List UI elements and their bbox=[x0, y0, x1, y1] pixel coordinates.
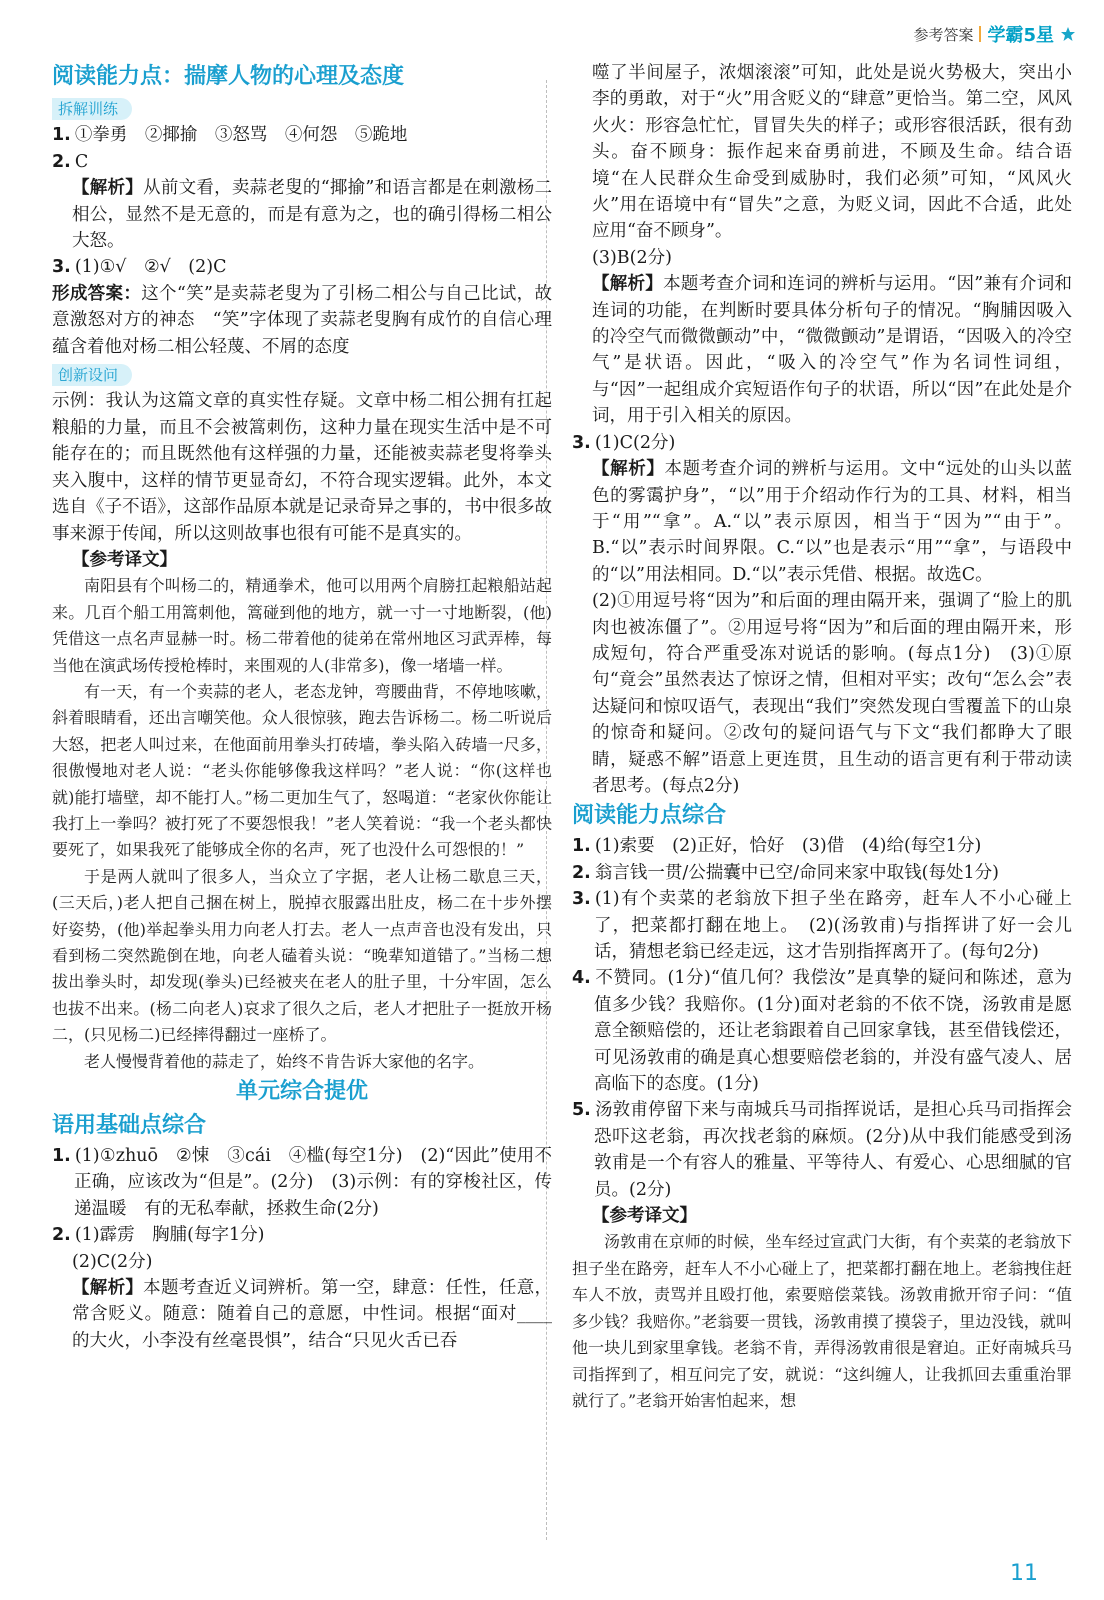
reading-answer-4: 4. 不赞同。(1分)“值几何？我偿汝”是真挚的疑问和陈述，意为值多少钱？我赔你。(1分)面对老翁的不依不饶，汤敦甫是愿意全额赔偿的，还让老翁跟着自己回家拿钱，甚至借钱偿还，可见汤敦甫的确是真心想要赔偿老翁的，并没有盛气凌人、居高临下的态度。(1分) bbox=[572, 968, 1072, 1095]
basics-answer-3-explanation: 【解析】本题考查介词的辨析与运用。文中“远处的山头以蓝色的雾霭护身”，“以”用于介绍动作行为的工具、材料，相当于“用”“拿”。A.“以”表示原因，相当于“因为”“由于”。B.“以”表示时间界限。C.“以”也是表示“用”“拿”，与语段中的“以”用法相同。D.“以”表示凭借、根据。故选C。 bbox=[592, 459, 1072, 585]
basics-answer-2-part3-explanation: 【解析】本题考查介词和连词的辨析与运用。“因”兼有介词和连词的功能，在判断时要具体分析句子的情况。“胸脯因吸入的冷空气而微微颤动”中，“微微颤动”是谓语，“因吸入的冷空气”是状语。因此，“吸入的冷空气”作为名词性词组，与“因”一起组成介宾短语作句子的状语，所以“因”在此处是介词，用于引入相关的原因。 bbox=[592, 274, 1072, 427]
translation-paragraph: 南阳县有个叫杨二的，精通拳术，他可以用两个肩膀扛起粮船站起来。几百个船工用篙刺他，篙碰到他的地方，就一寸一寸地断裂，(他)凭借这一点名声显赫一时。杨二带着他的徒弟在常州地区习武弄棒，每当他在演武场传授枪棒时，来围观的人(非常多)，像一堵墙一样。 bbox=[52, 576, 552, 675]
basics-answer-2-part3: (3)B(2分) bbox=[592, 247, 672, 268]
tag-chuangxin: 创新设问 bbox=[52, 364, 132, 386]
basics-answer-2-explanation: 【解析】本题考查近义词辨析。第一空，肆意：任性，任意，常含贬义。随意：随着自己的意愿，中性词。根据“面对____的大火，小李没有丝毫畏惧”，结合“只见火舌已吞 bbox=[72, 1278, 553, 1351]
left-column bbox=[52, 60, 570, 1560]
translation-paragraph: 汤敦甫在京师的时候，坐车经过宣武门大街，有个卖菜的老翁放下担子坐在路旁，赶车人不小心碰上了，把菜都打翻在地上。老翁拽住赶车人不放，责骂并且殴打他，索要赔偿菜钱。汤敦甫掀开帘子问：“值多少钱？我赔你。”老翁要一贯钱，汤敦甫摸了摸袋子，里边没钱，就叫他一块儿到家里拿钱。老翁不肯，弄得汤敦甫很是窘迫。正好南城兵马司指挥到了，相互问完了安，就说：“这纠缠人，让我抓回去重重治罪就行了。”老翁开始害怕起来，想 bbox=[572, 1232, 1072, 1410]
star-icon bbox=[1060, 26, 1076, 42]
translation-paragraph: 老人慢慢背着他的蒜走了，始终不肯告诉大家他的名字。 bbox=[84, 1051, 485, 1071]
translation-label: 【参考译文】 bbox=[72, 549, 177, 570]
tag-chaijie: 拆解训练 bbox=[52, 98, 132, 120]
basics-answer-3-more: (2)①用逗号将“因为”和后面的理由隔开来，强调了“脸上的肌肉也被冻僵了”。②用逗号将“因为”和后面的理由隔开来，形成短句，符合严重受冻对说话的影响。(每点1分) (3)①原句“竟会”虽然表达了惊讶之情，但相对平实；改句“怎么会”表达疑问和惊叹语气，表现出“我们”突然发现白雪覆盖下的山泉的惊奇和疑问。②改句的疑问语气与下文“我们都睁大了眼睛，疑惑不解”语意上更连贯，且生动的语言更有利于带动读者思考。(每点2分) bbox=[592, 591, 1072, 796]
header-brand: 学霸5星 bbox=[987, 25, 1054, 46]
reading-answer-5: 5. 汤敦甫停留下来与南城兵马司指挥说话，是担心兵马司指挥会恐吓这老翁，再次找老翁的麻烦。(2分)从中我们能感受到汤敦甫是一个有容人的雅量、平等待人、有爱心、心思细腻的官员。(2分) bbox=[572, 1100, 1072, 1200]
reading-answer-1: 1. (1)索要 (2)正好，恰好 (3)借 (4)给(每空1分) bbox=[572, 836, 982, 857]
explanation-continued: 噬了半间屋子，浓烟滚滚”可知，此处是说火势极大，突出小李的勇敢，对于“火”用含贬义的“肆意”更恰当。第二空，风风火火：形容急忙忙，冒冒失失的样子；或形容很活跃，很有劲头。奋不顾身：振作起来奋勇前进，不顾及生命。结合语境“在人民群众生命受到威胁时，我们必须”可知，“风风火火”用在语境中有“冒失”之意，为贬义词，因此不合适，此处应用“奋不顾身”。 bbox=[592, 63, 1072, 242]
answer-2: 2. C bbox=[52, 151, 89, 172]
translation-label: 【参考译文】 bbox=[592, 1206, 697, 1227]
basics-answer-3: 3. (1)C(2分) bbox=[572, 432, 676, 453]
answer-3: 3. (1)①√ ②√ (2)C bbox=[52, 257, 227, 278]
answer-2-explanation: 【解析】从前文看，卖蒜老叟的“揶揄”和语言都是在刺激杨二相公，显然不是无意的，而是有意为之，也的确引得杨二相公大怒。 bbox=[72, 178, 552, 252]
translation-text bbox=[572, 1229, 1072, 1414]
section-title-reading-comprehensive: 阅读能力点综合 bbox=[572, 803, 727, 829]
page-number: 11 bbox=[1010, 1561, 1038, 1586]
translation-text bbox=[52, 573, 552, 1075]
basics-answer-1: 1. (1)①zhuō ②悚 ③cái ④槛(每空1分) (2)“因此”使用不正确，应该改为“但是”。(2分) (3)示例：有的穿梭社区，传递温暖 有的无私奉献，拯救生命(2分) bbox=[52, 1146, 552, 1219]
basics-answer-2: 2. (1)霹雳 胸脯(每字1分) bbox=[52, 1225, 265, 1246]
header-caption: 参考答案 bbox=[913, 25, 974, 44]
right-column bbox=[572, 60, 1072, 1560]
basics-answer-2-part2: (2)C(2分) bbox=[72, 1251, 153, 1272]
page-header bbox=[913, 20, 1076, 48]
translation-paragraph: 有一天，有一个卖蒜的老人，老态龙钟，弯腰曲背，不停地咳嗽，斜着眼睛看，还出言嘲笑他。众人很惊骇，跑去告诉杨二。杨二听说后大怒，把老人叫过来，在他面前用拳头打砖墙，拳头陷入砖墙一尺多，很傲慢地对老人说：“老头你能够像我这样吗？”老人说：“你(这样也就)能打墙壁，却不能打人。”杨二更加生气了，怒喝道：“老家伙你能让我打上一拳吗？被打死了不要怨恨我！”老人笑着说：“我一个老头都快要死了，如果我死了能够成全你的名声，死了也没什么可怨恨的！” bbox=[52, 681, 552, 860]
section-title-basics: 语用基础点综合 bbox=[52, 1113, 207, 1139]
section-title-reading: 阅读能力点：揣摩人物的心理及态度 bbox=[52, 64, 405, 89]
unit-title: 单元综合提优 bbox=[235, 1079, 368, 1105]
example-answer: 示例：我认为这篇文章的真实性存疑。文章中杨二相公拥有扛起粮船的力量，而且不会被篙刺伤，这种力量在现实生活中是不可能存在的；而且既然他有这样强的力量，还能被卖蒜老叟将拳头夹入腹中，这样的情节更显奇幻，不符合现实逻辑。此外，本文选自《子不语》，这部作品原本就是记录奇异之事的，书中很多故事来源于传闻，所以这则故事也很有可能不是真实的。 bbox=[52, 391, 552, 544]
answer-1: 1. ①拳勇 ②揶揄 ③怒骂 ④何怨 ⑤跪地 bbox=[52, 125, 408, 146]
translation-paragraph: 于是两人就叫了很多人，当众立了字据，老人让杨二歇息三天，(三天后，)老人把自己捆在树上，脱掉衣服露出肚皮，杨二在十步外摆好姿势，(他)举起拳头用力向老人打去。老人一点声音也没有发出，只看到杨二突然跪倒在地，向老人磕着头说：“晚辈知道错了。”当杨二想拔出拳头时，却发现(拳头)已经被夹在老人的肚子里，十分牢固，怎么也拔不出来。(杨二向老人)哀求了很久之后，老人才把肚子一挺放开杨二，(只见杨二)已经摔得翻过一座桥了。 bbox=[52, 866, 552, 1045]
header-separator bbox=[979, 26, 981, 42]
reading-answer-2: 2. 翁言钱一贯/公揣囊中已空/命同来家中取钱(每处1分) bbox=[572, 862, 999, 883]
reading-answer-3: 3. (1)有个卖菜的老翁放下担子坐在路旁，赶车人不小心碰上了，把菜都打翻在地上。 (2)(汤敦甫)与指挥讲了好一会儿话，猜想老翁已经走远，这才告别指挥离开了。(每句2分) bbox=[572, 889, 1072, 962]
formed-answer: 形成答案：这个“笑”是卖蒜老叟为了引杨二相公与自己比试，故意激怒对方的神态 “笑”字体现了卖蒜老叟胸有成竹的自信心理 蕴含着他对杨二相公轻蔑、不屑的态度 bbox=[52, 283, 570, 357]
